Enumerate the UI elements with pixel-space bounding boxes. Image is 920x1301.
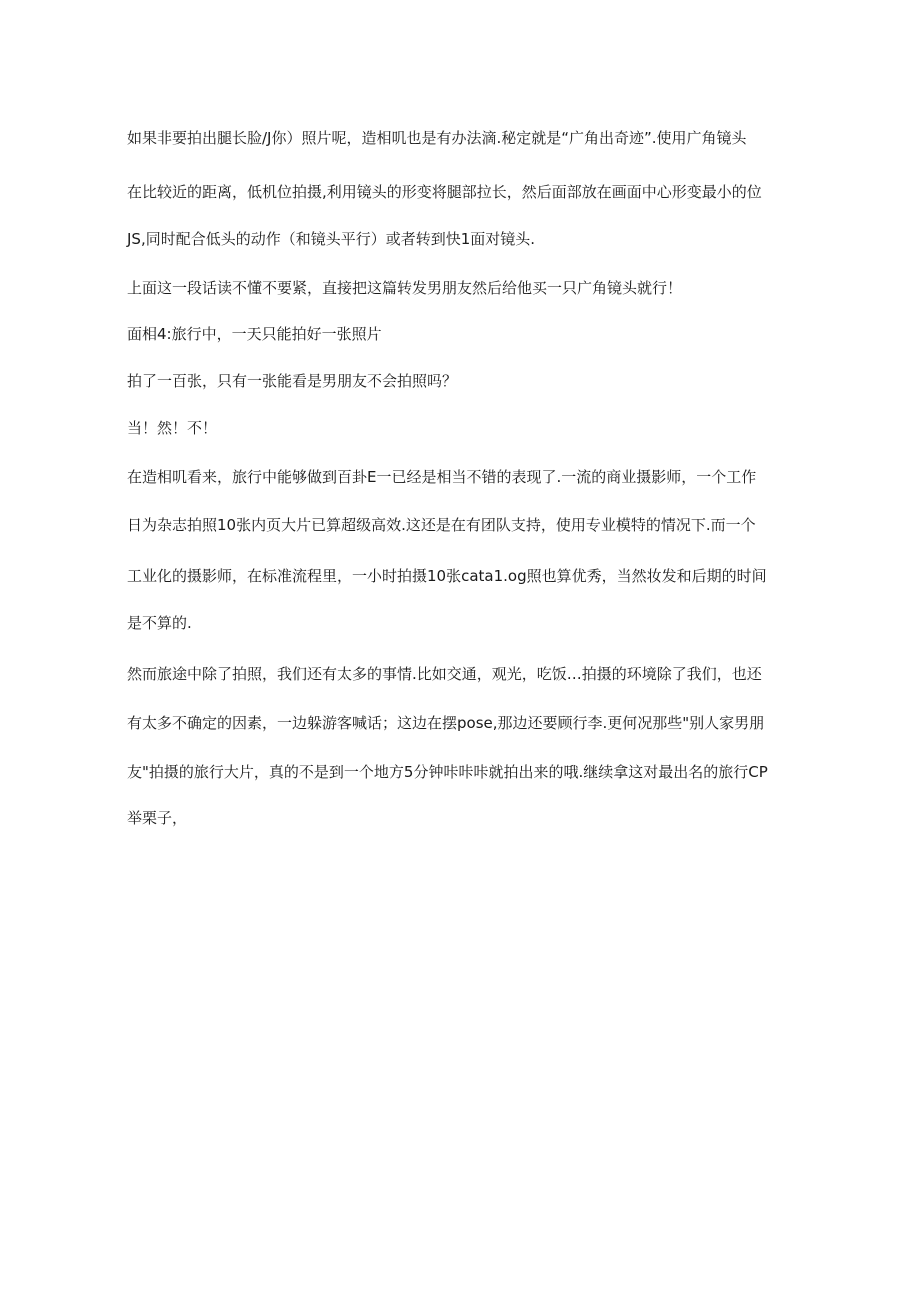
text-line-12: 然而旅途中除了拍照，我们还有太多的事情.比如交通，观光，吃饭…拍摄的环境除了我们，也还 — [127, 665, 762, 683]
text-line-8: 在造相叽看来，旅行中能够做到百卦E一已经是相当不错的表现了.一流的商业摄影师，一个工作 — [127, 468, 757, 486]
text-line-11: 是不算的. — [127, 614, 192, 632]
text-line-3: JS,同时配合低头的动作（和镜头平行）或者转到快1面对镜头. — [127, 230, 536, 248]
text-line-1: 如果非要拍出腿长脸/J你）照片呢，造相叽也是有办法滴.秘定就是“广角出奇迹”.使用广角镜头 — [127, 129, 747, 147]
text-line-14: 友"拍摄的旅行大片，真的不是到一个地方5分钟咔咔咔就拍出来的哦.继续拿这对最出名的旅行CP — [127, 763, 768, 781]
text-line-6: 拍了一百张，只有一张能看是男朋友不会拍照吗？ — [127, 372, 458, 390]
text-line-10: 工业化的摄影师，在标准流程里，一小时拍摄10张cata1.og照也算优秀，当然妆发和后期的时间 — [127, 567, 767, 585]
text-line-4: 上面这一段话读不懂不要紧，直接把这篇转发男朋友然后给他买一只广角镜头就行！ — [127, 279, 683, 297]
text-line-5: 面相4:旅行中，一天只能拍好一张照片 — [127, 325, 382, 343]
text-line-13: 有太多不确定的因素，一边躲游客喊话；这边在摆pose,那边还要顾行李.更何况那些"别人家男朋 — [127, 714, 765, 732]
text-line-2: 在比较近的距离，低机位拍摄,利用镜头的形变将腿部拉长，然后面部放在画面中心形变最小的位 — [127, 183, 762, 201]
text-line-15: 举栗子， — [127, 809, 188, 827]
text-line-7: 当！然！不！ — [127, 419, 218, 437]
text-line-9: 日为杂志拍照10张内页大片已算超级高效.这还是在有团队支持，使用专业模特的情况下.而一个 — [127, 516, 756, 534]
